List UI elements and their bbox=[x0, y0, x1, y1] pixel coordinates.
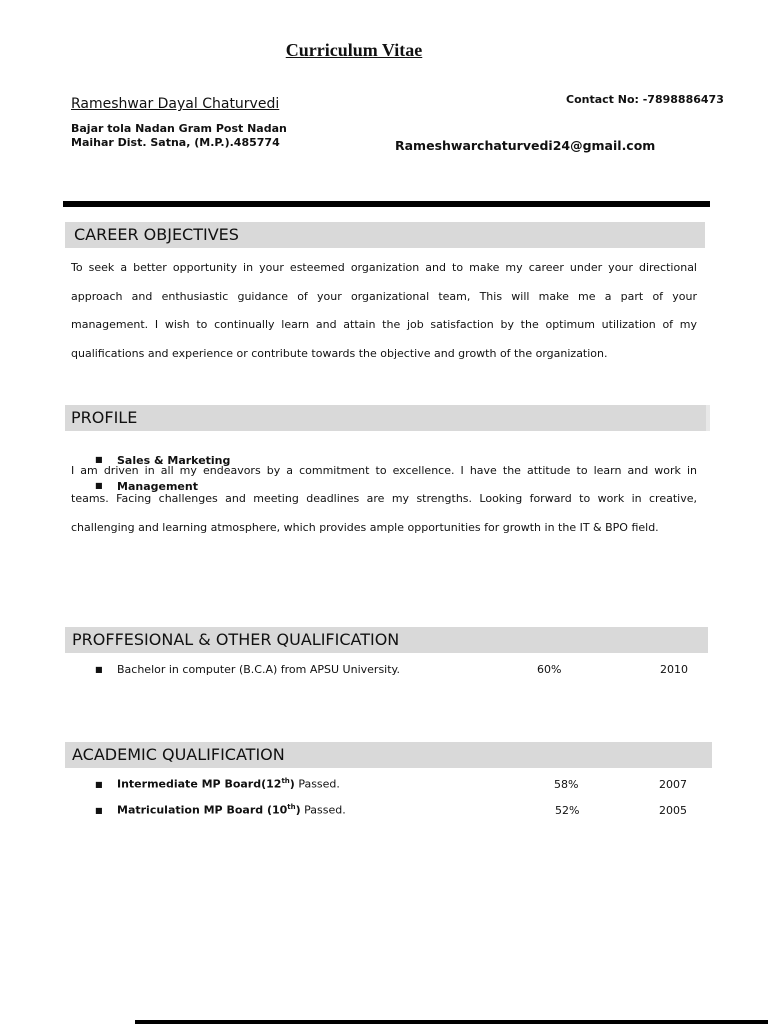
section-heading-professional: PROFFESIONAL & OTHER QUALIFICATION bbox=[65, 627, 708, 653]
address-line-2: Maihar Dist. Satna, (M.P.).485774 bbox=[71, 136, 280, 149]
header-divider bbox=[63, 201, 710, 207]
profile-bullet-icon: ■ bbox=[95, 481, 103, 490]
candidate-name: Rameshwar Dayal Chaturvedi bbox=[71, 96, 280, 112]
address-line-1: Bajar tola Nadan Gram Post Nadan bbox=[71, 122, 287, 135]
qualification-year: 2010 bbox=[660, 663, 688, 676]
qualification-bullet-icon: ■ bbox=[95, 665, 103, 674]
academic-item: Matriculation MP Board (10th) Passed. bbox=[117, 803, 346, 817]
academic-item: Intermediate MP Board(12th) Passed. bbox=[117, 777, 340, 791]
footer-divider bbox=[135, 1020, 768, 1024]
career-text-line: qualifications and experience or contribute towards the objective and growth of the organization. bbox=[71, 347, 608, 360]
qualification-percent: 60% bbox=[537, 663, 562, 676]
page-title: Curriculum Vitae bbox=[285, 40, 423, 60]
profile-text-line: teams. Facing challenges and meeting deadlines are my strengths. Looking forward to work in creative, bbox=[71, 492, 697, 505]
academic-bullet-icon: ■ bbox=[95, 780, 103, 789]
career-text-line: management. I wish to continually learn and attain the job satisfaction by the optimum utilization of my bbox=[71, 318, 697, 331]
profile-skill-item: Sales & Marketing bbox=[117, 454, 231, 467]
academic-year: 2005 bbox=[659, 804, 687, 817]
academic-percent: 58% bbox=[554, 778, 579, 791]
contact-number: Contact No: -7898886473 bbox=[566, 93, 724, 106]
profile-skill-item: Management bbox=[117, 480, 198, 493]
profile-bullet-icon: ■ bbox=[95, 455, 103, 464]
profile-text-line: I am driven in all my endeavors by a commitment to excellence. I have the attitude to learn and work in bbox=[71, 464, 697, 477]
career-text-line: To seek a better opportunity in your esteemed organization and to make my career under your directional bbox=[71, 261, 697, 274]
section-heading-career: CAREER OBJECTIVES bbox=[65, 222, 705, 248]
academic-percent: 52% bbox=[555, 804, 580, 817]
academic-year: 2007 bbox=[659, 778, 687, 791]
section-heading-profile: PROFILE bbox=[65, 405, 710, 431]
email-address: Rameshwarchaturvedi24@gmail.com bbox=[395, 138, 656, 153]
career-text-line: approach and enthusiastic guidance of your organizational team, This will make me a part of your bbox=[71, 290, 697, 303]
profile-text-line: challenging and learning atmosphere, which provides ample opportunities for growth in the IT & BPO field. bbox=[71, 521, 659, 534]
section-heading-academic: ACADEMIC QUALIFICATION bbox=[65, 742, 712, 768]
qualification-text: Bachelor in computer (B.C.A) from APSU University. bbox=[117, 663, 400, 676]
academic-bullet-icon: ■ bbox=[95, 806, 103, 815]
